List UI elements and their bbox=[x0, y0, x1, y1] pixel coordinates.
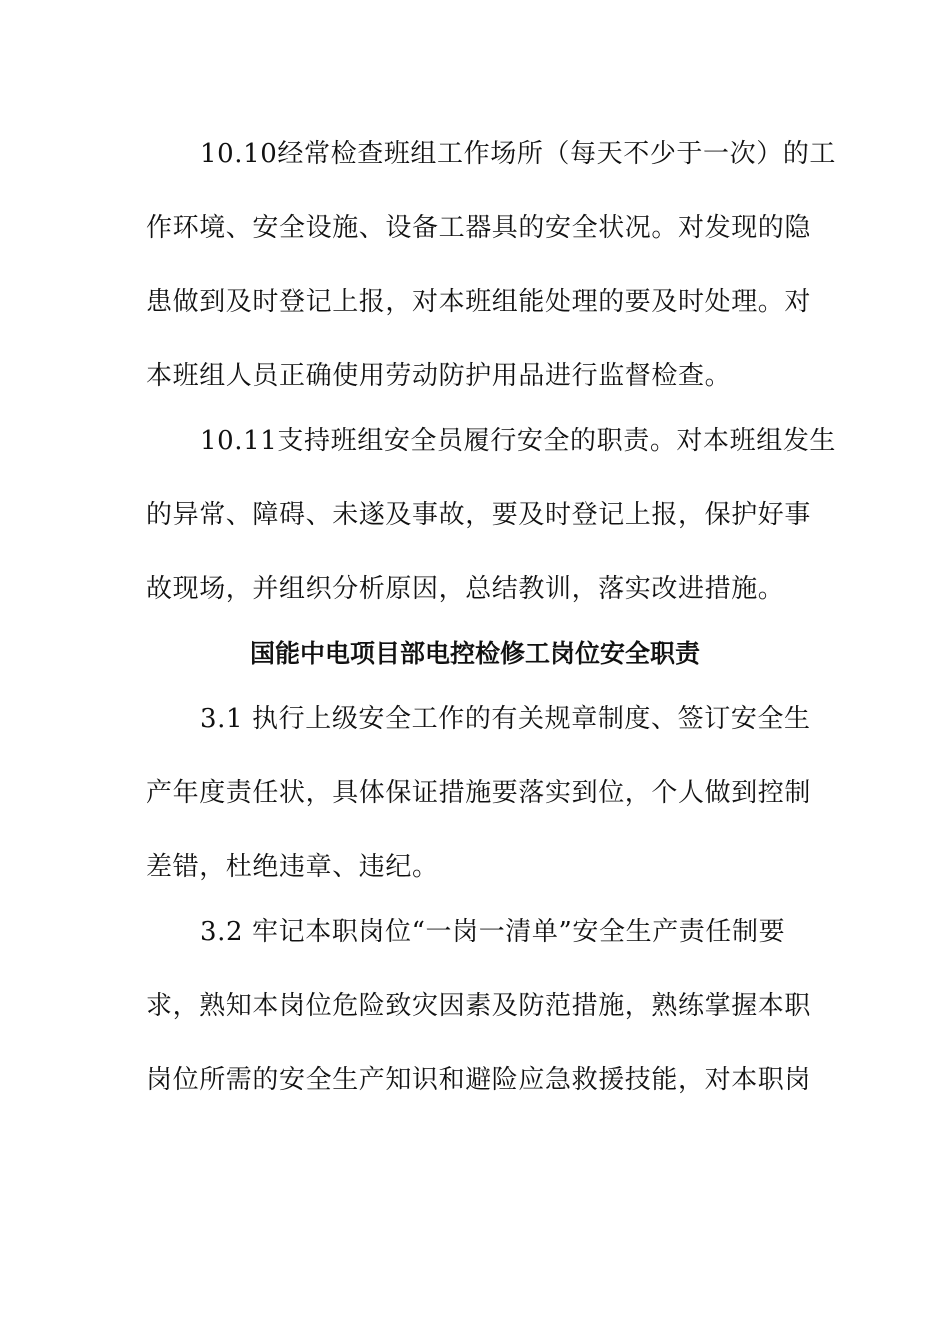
paragraph-10-10-line-2: 作环境、安全设施、设备工器具的安全状况。对发现的隐 bbox=[146, 213, 812, 243]
section-3-2-line-2: 求，熟知本岗位危险致灾因素及防范措施，熟练掌握本职 bbox=[146, 991, 812, 1021]
paragraph-10-11-line-3: 故现场，并组织分析原因，总结教训，落实改进措施。 bbox=[146, 574, 785, 604]
paragraph-10-10-line-1: 10.10经常检查班组工作场所（每天不少于一次）的工 bbox=[200, 139, 837, 169]
paragraph-10-10-line-4: 本班组人员正确使用劳动防护用品进行监督检查。 bbox=[146, 361, 732, 391]
section-3-2-line-3: 岗位所需的安全生产知识和避险应急救援技能，对本职岗 bbox=[146, 1065, 812, 1095]
section-3-1-line-3: 差错，杜绝违章、违纪。 bbox=[146, 852, 439, 882]
section-3-2-line-1: 3.2 牢记本职岗位“一岗一清单”安全生产责任制要 bbox=[200, 917, 786, 947]
paragraph-10-11-line-1: 10.11支持班组安全员履行安全的职责。对本班组发生 bbox=[200, 426, 837, 456]
paragraph-10-11-line-2: 的异常、障碍、未遂及事故，要及时登记上报，保护好事 bbox=[146, 500, 812, 530]
section-3-1-line-2: 产年度责任状，具体保证措施要落实到位，个人做到控制 bbox=[146, 778, 812, 808]
section-heading: 国能中电项目部电控检修工岗位安全职责 bbox=[249, 639, 700, 668]
paragraph-10-10-line-3: 患做到及时登记上报，对本班组能处理的要及时处理。对 bbox=[146, 287, 812, 317]
section-3-1-line-1: 3.1 执行上级安全工作的有关规章制度、签订安全生 bbox=[200, 704, 811, 734]
